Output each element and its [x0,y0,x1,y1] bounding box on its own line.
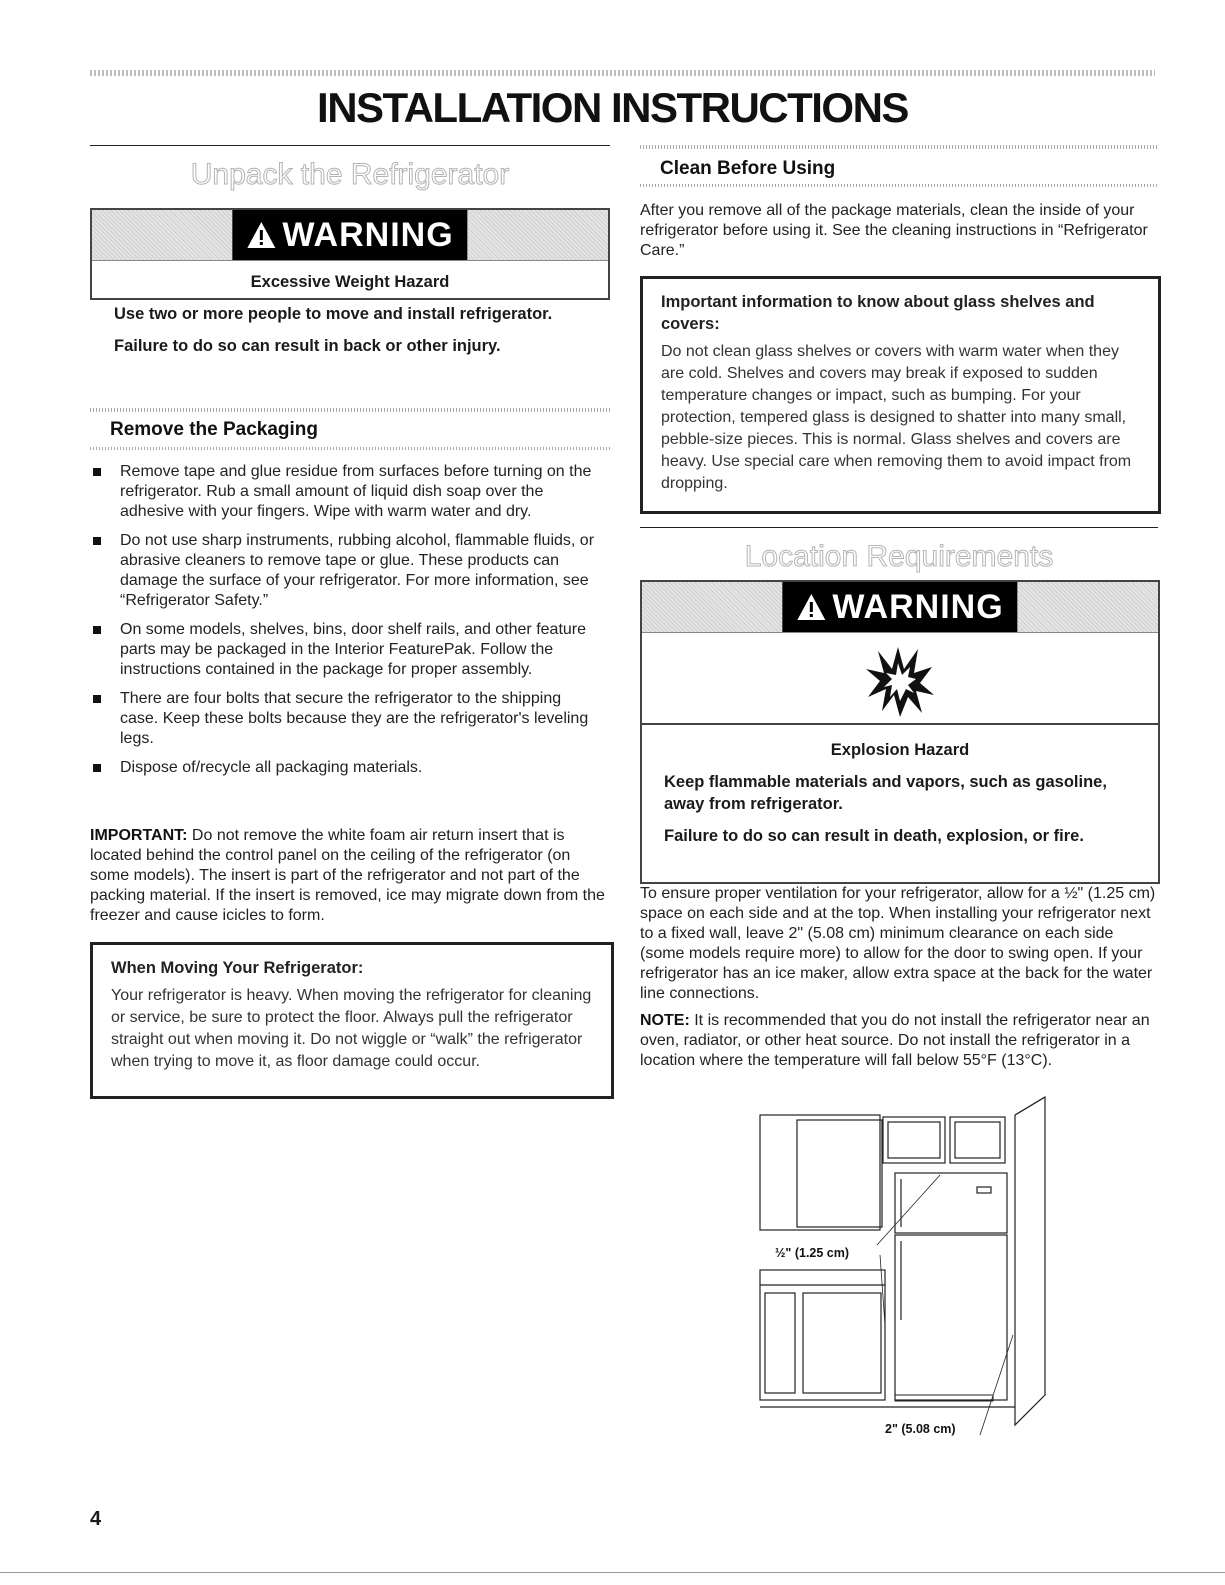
note-paragraph [640,1011,1158,1071]
glass-shelves-box [640,276,1161,514]
clean-before-using-heading: Clean Before Using [660,158,836,179]
important-paragraph [90,826,605,926]
list-item: Dispose of/recycle all packaging materials. [90,758,600,778]
remove-packaging-heading: Remove the Packaging [110,419,319,440]
subsection-dotted-rule [90,447,610,450]
ventilation-paragraph: To ensure proper ventilation for your refrigerator, allow for a ½" (1.25 cm) space on each side and at the top. When installing your refrigerator next to a fixed wall, leave 2" (5.08 cm) minimum clearance on each side (some models require more) to allow for the door to swing open. If your refrigerator has an ice maker, allow extra space at the back for the water line connections. [640,885,1156,1002]
warning-instruction: Use two or more people to move and install refrigerator. [114,305,553,323]
page-title: INSTALLATION INSTRUCTIONS [317,84,908,131]
clean-paragraph: After you remove all of the package materials, clean the inside of your refrigerator before using it. See the cleaning instructions in “Refrigerator Care.” [640,202,1148,259]
top-dotted-rule [90,70,1155,76]
lower-cabinet [760,1270,885,1400]
warning-label: WARNING [832,587,1004,626]
important-label: IMPORTANT: [90,827,188,844]
explosion-symbol-area [642,633,1158,725]
section-title-location: Location Requirements [744,540,1054,573]
section-rule [640,527,1158,528]
bullet-square-icon [93,537,101,545]
list-item: Remove tape and glue residue from surfaces before turning on the refrigerator. Rub a small amount of liquid dish soap over the adhesive with your fingers. Wipe with warm water and dry. [90,462,600,522]
bullet-square-icon [93,764,101,772]
list-item: There are four bolts that secure the refrigerator to the shipping case. Keep these bolts because they are the refrigerator's leveling legs. [90,689,600,749]
hazard-title: Explosion Hazard [830,741,970,759]
list-item: On some models, shelves, bins, door shelf rails, and other feature parts may be packaged in the Interior FeaturePak. Follow the instructions contained in the package for proper assembly. [90,620,600,680]
subsection-dotted-rule [640,184,1158,187]
warning-triangle-icon [796,592,826,622]
glass-box-text: Do not clean glass shelves or covers with warm water when they are cold. Shelves and covers may break if exposed to sudden temperature changes or impact, such as bumping. For your protection, tempered glass is designed to shatter into many small, pebble-size pieces. This is normal. Glass shelves and covers are heavy. Use special care when removing them to avoid impact from dropping. [661,343,1132,492]
important-text: Do not remove the white foam air return insert that is located behind the control panel on the ceiling of the refrigerator (on some models). The insert is part of the refrigerator and not part of the packing material. If the insert is removed, ice may migrate down from the freezer and cause icicles to form. [90,827,605,924]
note-label: NOTE: [640,1012,690,1029]
hazard-title: Excessive Weight Hazard [250,273,450,291]
section-rule [90,145,610,146]
moving-refrigerator-box [90,942,614,1099]
subsection-dotted-rule [90,408,610,412]
two-inch-clearance-label: 2" (5.08 cm) [885,1422,956,1436]
warning-label: WARNING [282,215,454,254]
weight-warning-box [90,208,610,355]
upper-cabinet-over-fridge [883,1117,945,1163]
bullet-square-icon [93,468,101,476]
packaging-bullet-list [90,462,600,787]
refrigerator-fresh-food-door [895,1235,1007,1400]
warning-body [92,261,608,369]
bullet-square-icon [93,695,101,703]
warning-banner [642,582,1158,633]
upper-cabinet [760,1115,880,1230]
glass-box-heading: Important information to know about glass shelves and covers: [661,293,1095,333]
bullet-square-icon [93,626,101,634]
explosion-icon [864,645,936,721]
page-number: 4 [90,1508,102,1530]
list-item: Do not use sharp instruments, rubbing alcohol, flammable fluids, or abrasive cleaners to remove tape or glue. These products can damage the surface of your refrigerator. For more information, see “Refrigerator Safety.” [90,531,600,611]
subsection-dotted-rule [640,145,1158,149]
warning-banner [92,210,608,261]
warning-consequence: Failure to do so can result in death, explosion, or fire. [664,827,1084,845]
warning-consequence: Failure to do so can result in back or other injury. [114,337,501,355]
moving-box-heading: When Moving Your Refrigerator: [111,959,364,977]
warning-instruction: Keep flammable materials and vapors, such as gasoline, away from refrigerator. [664,773,1107,813]
half-inch-clearance-label: ½" (1.25 cm) [775,1246,850,1260]
clearance-diagram [755,1095,1050,1440]
refrigerator-freezer-door [895,1173,1007,1233]
explosion-warning-box [640,580,1160,884]
moving-box-text: Your refrigerator is heavy. When moving the refrigerator for cleaning or service, be sure to protect the floor. Always pull the refrigerator straight out when moving it. Do not wiggle or “walk” the refrigerator when trying to move it, as floor damage could occur. [111,987,592,1070]
warning-triangle-icon [246,220,276,250]
warning-body [642,725,1158,859]
side-wall [1015,1097,1045,1425]
bottom-rule [0,1572,1225,1573]
note-text: It is recommended that you do not install the refrigerator near an oven, radiator, or other heat source. Do not install the refrigerator in a location where the temperature will fall below 55°F (13°C). [640,1012,1150,1069]
section-title-unpack: Unpack the Refrigerator [190,158,510,191]
